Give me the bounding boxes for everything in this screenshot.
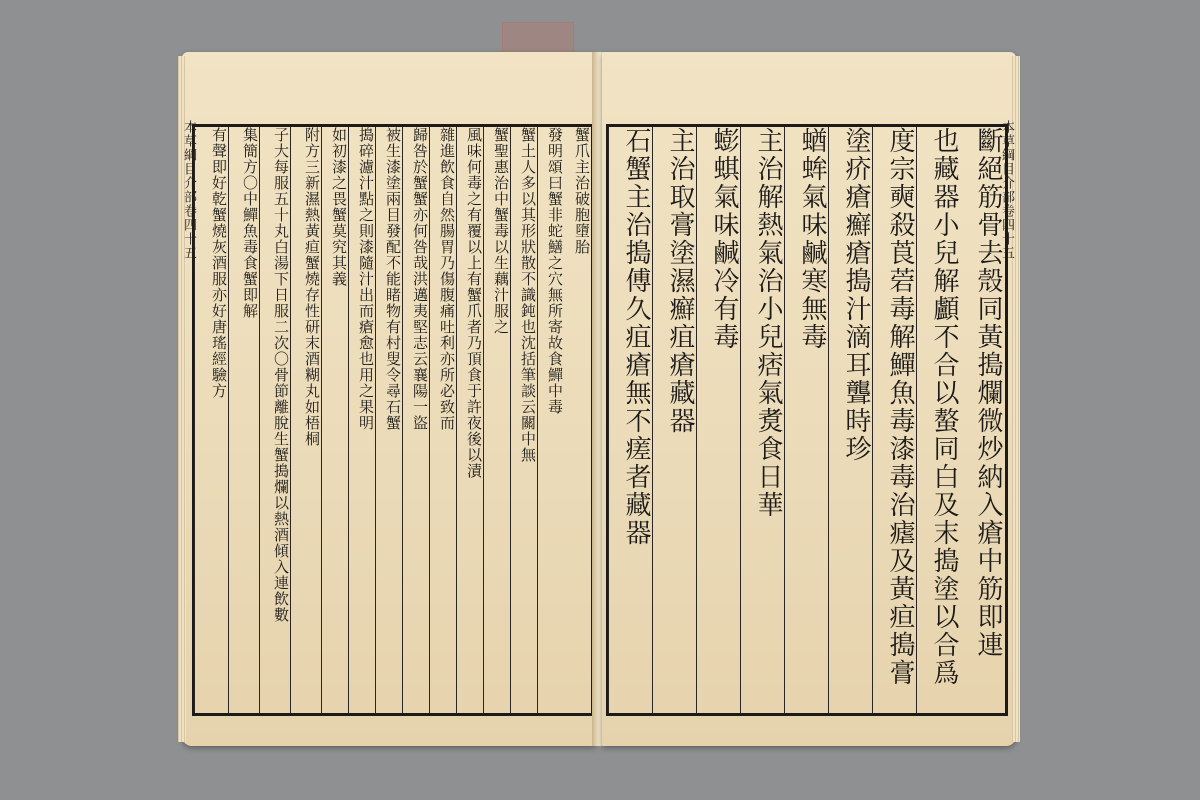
text-column: 蟹爪主治破胞墮胎 [573, 127, 591, 255]
left-page [182, 52, 596, 746]
text-column: 集簡方〇中鱓魚毒食蟹即解 [228, 127, 259, 713]
text-column: 蟹土人多以其形狀散不識鈍也沈括筆談云關中無 [510, 127, 537, 713]
text-frame [606, 124, 1008, 716]
text-column: 蝤蛑氣味鹹寒無毒 [784, 127, 829, 713]
right-page [602, 52, 1016, 746]
margin-label: 本草綱目介部卷四十五 [181, 120, 196, 260]
text-column: 斷絕筋骨去殼同黃搗爛微炒納入瘡中筋即連 [973, 127, 1003, 659]
text-column: 被生漆塗兩目發配不能睹物有村叟令尋石蟹 [375, 127, 402, 713]
text-column: 如初漆之畏蟹莫究其義 [321, 127, 348, 713]
text-column: 度宗奭殺莨菪毒解鱓魚毒漆毒治瘧及黃疸搗膏 [872, 127, 917, 713]
text-column: 蟹聖惠治中蟹毒以生藕汁服之 [483, 127, 510, 713]
open-book [182, 52, 1020, 746]
text-column: 主治解熱氣治小兒痞氣煑食日華 [740, 127, 785, 713]
text-column: 雜進飲食自然腸胃乃傷腹痛吐利亦所必致而 [429, 127, 456, 713]
text-column: 塗疥瘡癬瘡搗汁滴耳聾時珍 [828, 127, 873, 713]
text-column: 有聲即好乾蟹燒灰酒服亦好唐瑤經驗方 [194, 127, 228, 713]
margin-label: 本草綱目介部卷四十五 [999, 120, 1014, 260]
text-column: 發明頌曰蟹非蛇鱔之穴無所寄故食鱓中毒 [537, 127, 564, 713]
text-column: 子大每服五十丸白湯下日服二次〇骨節離脫生蟹搗爛以熱酒傾入連飲數 [259, 127, 290, 713]
text-frame [192, 124, 594, 716]
text-column: 石蟹主治搗傅久疽瘡無不瘥者藏器 [608, 127, 653, 713]
text-column: 蟛蜞氣味鹹冷有毒 [696, 127, 741, 713]
text-column: 主治取膏塗濕癬疽瘡藏器 [652, 127, 697, 713]
text-column: 風味何毒之有覆以上有蟹爪者乃頂食于許夜後以漬 [456, 127, 483, 713]
text-column: 附方三新濕熱黃疸蟹燒存性研末酒糊丸如梧桐 [290, 127, 321, 713]
text-column: 搗碎濾汁點之則漆隨汁出而瘡愈也用之果明 [348, 127, 375, 713]
text-column: 歸咎於蟹蟹亦何咎哉洪邁夷堅志云襄陽一盜 [402, 127, 429, 713]
text-column: 也藏器小兒解顱不合以螯同白及末搗塗以合爲 [916, 127, 961, 713]
